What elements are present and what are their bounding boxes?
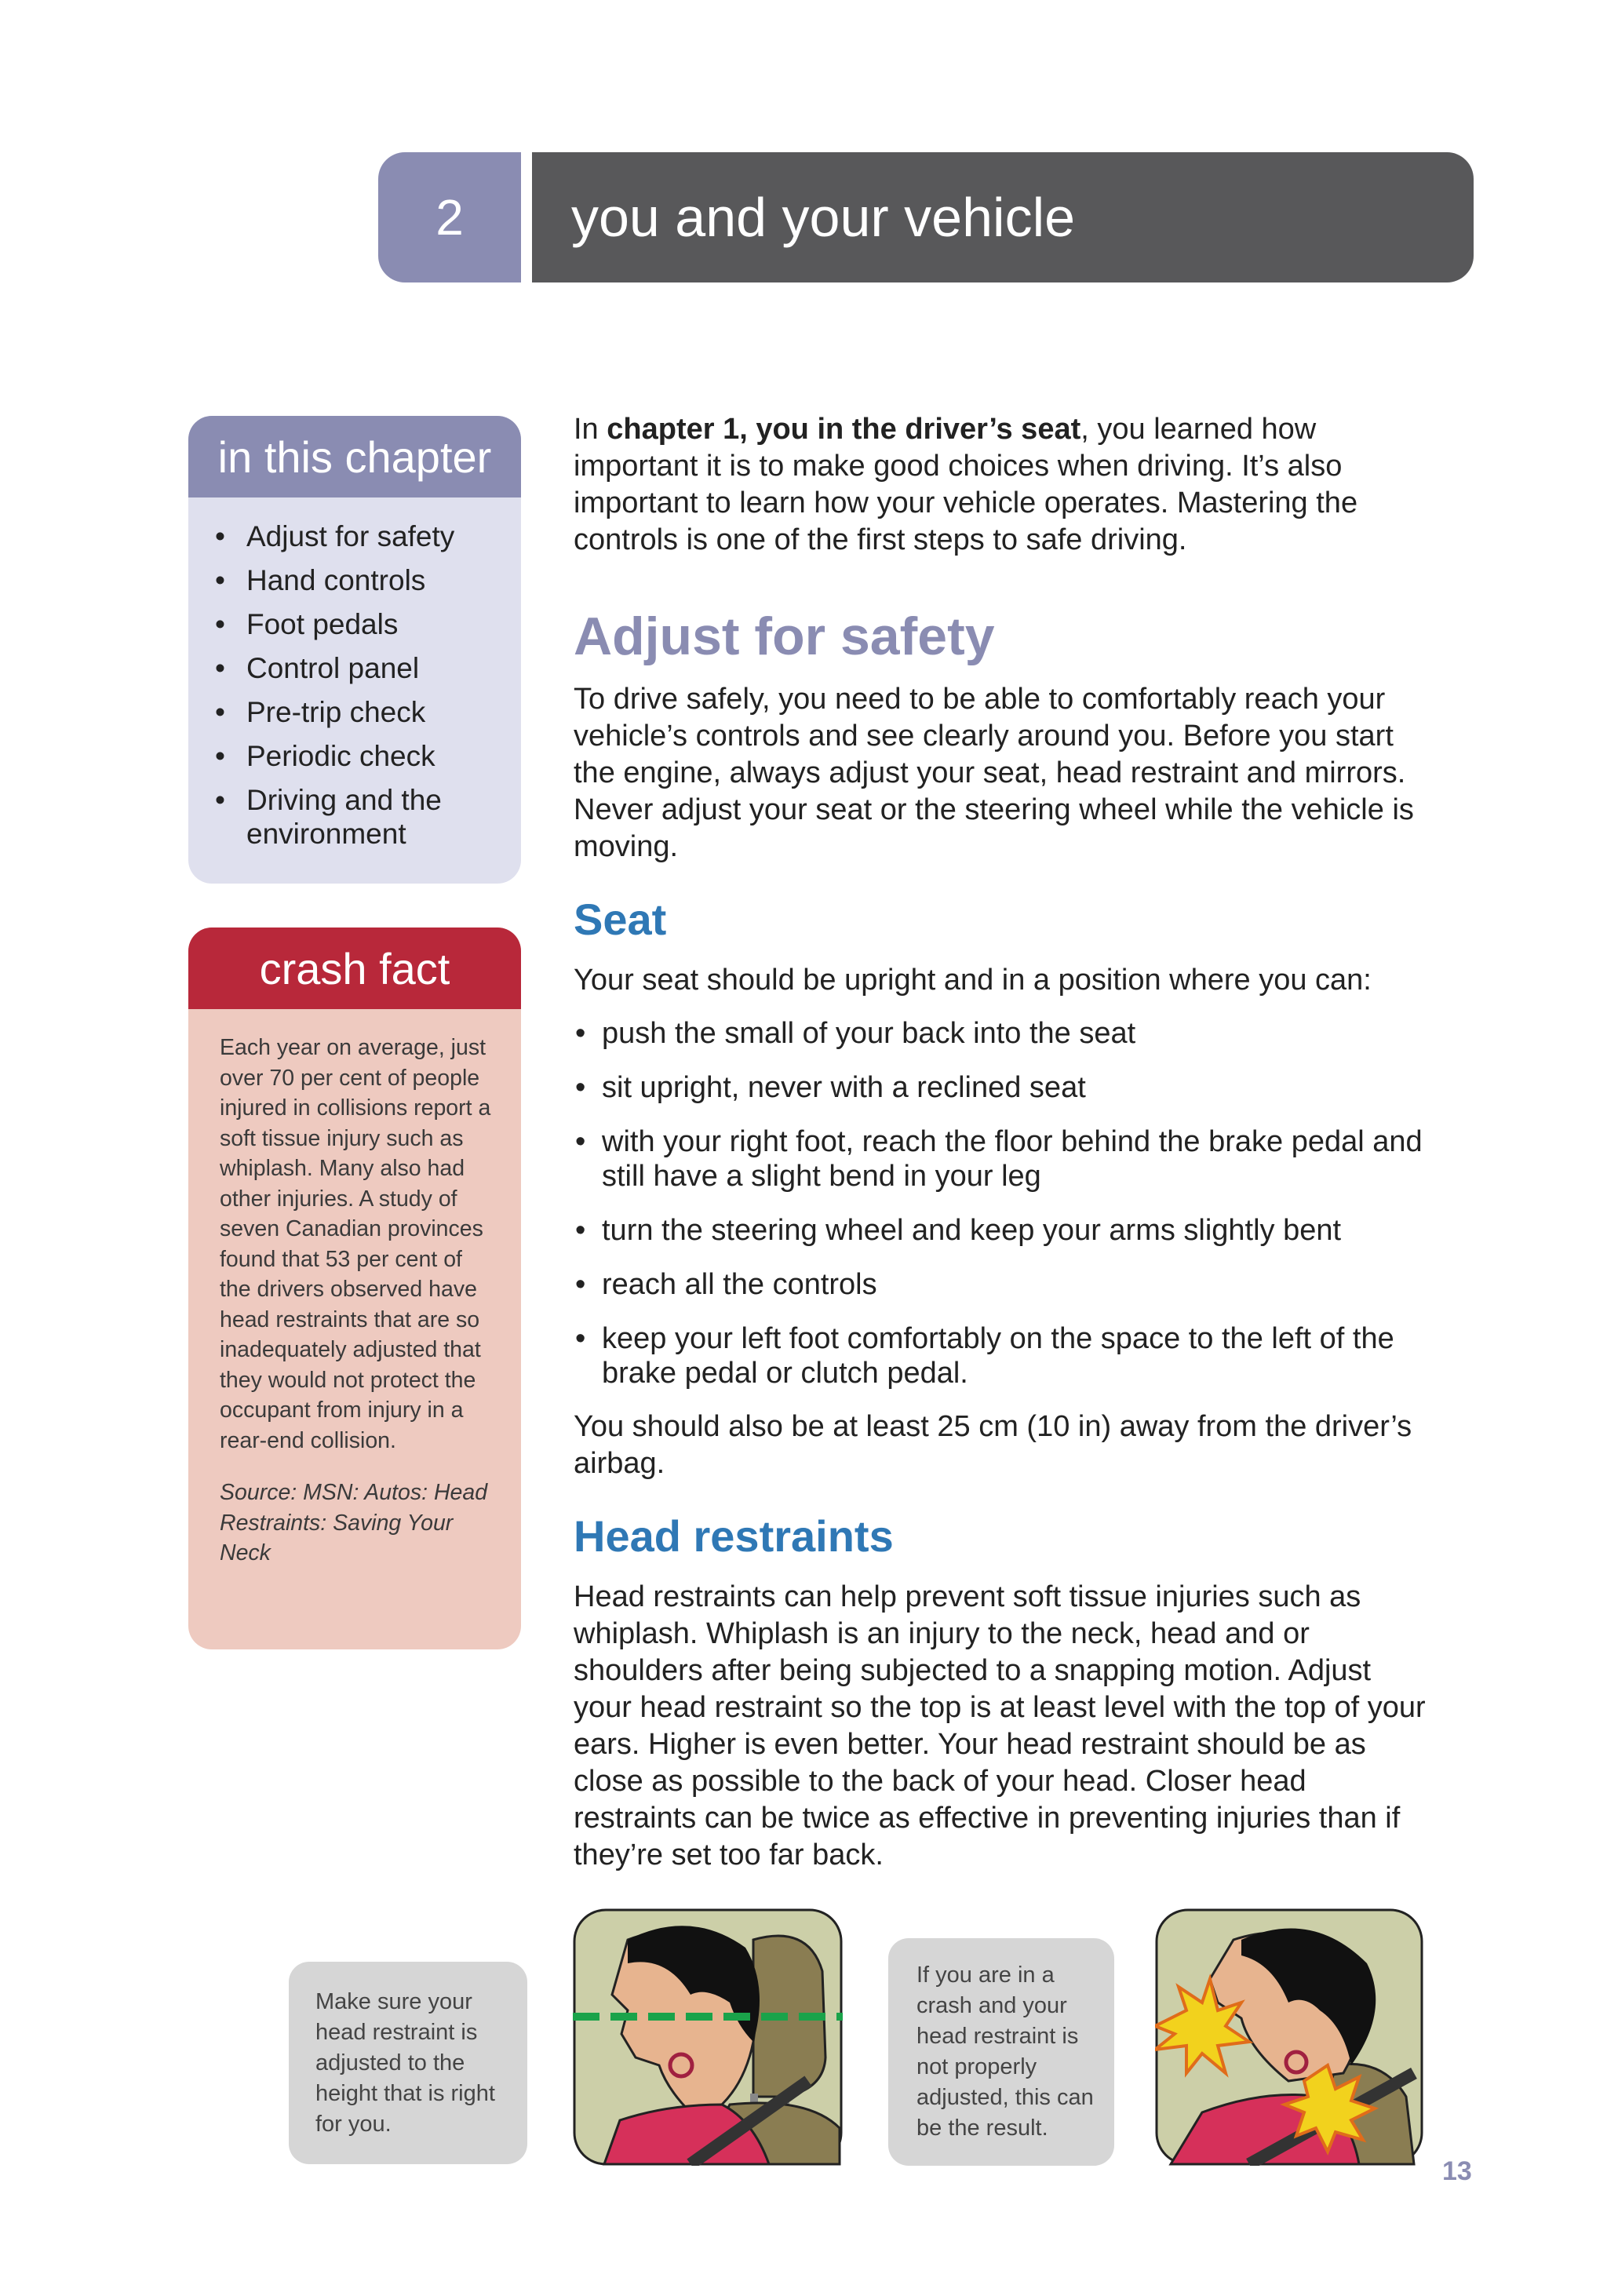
seat-heading: Seat <box>574 895 667 944</box>
head-restraints-paragraph: Head restraints can help prevent soft tissue injuries such as whiplash. Whiplash is an injury to the neck, head and or shoulders after being subjected to a snapping motion. Adjust your head restraint so the top is at least level with the top of your ears. Higher is even better. Your head restraint should be as close as possible to the back of your head. Closer head restraints can be twice as effective in preventing injuries than if they’re set too far back. <box>574 1580 1426 1871</box>
page-number: 13 <box>1442 2156 1472 2186</box>
seat-list <box>574 1016 1429 1390</box>
chapter-item: • Control panel <box>215 651 521 685</box>
chapter-title: you and your vehicle <box>532 152 1474 282</box>
chapter-item: • Adjust for safety <box>215 519 521 553</box>
chapter-item: • Driving and the environment <box>215 783 521 851</box>
seat-list-item: • turn the steering wheel and keep your arms slightly bent <box>574 1213 1429 1248</box>
chapter-item: • Periodic check <box>215 739 521 773</box>
seat-list-item: • reach all the controls <box>574 1267 1429 1302</box>
adjust-paragraph: To drive safely, you need to be able to comfortably reach your vehicle’s controls and see clearly around you. Before you start the engine, always adjust your seat, head restraint and mirrors. Never adjust your seat or the steering wheel while the vehicle is moving. <box>574 683 1414 863</box>
head-restraints-heading: Head restraints <box>574 1511 894 1561</box>
chapter-item: • Pre-trip check <box>215 695 521 729</box>
intro-paragraph: In chapter 1, you in the driver’s seat, you learned how important it is to make good choices when driving. It’s also important to learn how your vehicle operates. Mastering the controls is one of the first steps to safe driving. <box>574 413 1358 556</box>
seat-list-item: • keep your left foot comfortably on the space to the left of the brake pedal or clutch pedal. <box>574 1321 1429 1390</box>
crash-fact-title: crash fact <box>188 928 521 1009</box>
improper-head-restraint-illustration <box>1155 1908 1423 2166</box>
crash-fact-body: Each year on average, just over 70 per cent of people injured in collisions report a soft tissue injury such as whiplash. Many also had other injuries. A study of seven Canadian provinces found that 53 per cent of the drivers observed have head restraints that are so inadequately adjusted that they would not protect the occupant from injury in a rear-end collision. <box>220 1035 491 1453</box>
chapter-number: 2 <box>378 152 521 282</box>
seat-airbag: You should also be at least 25 cm (10 in) away from the driver’s airbag. <box>574 1410 1412 1480</box>
adjust-heading: Adjust for safety <box>574 607 995 666</box>
intro-bold: chapter 1, you in the driver’s seat <box>607 413 1081 446</box>
proper-head-restraint-illustration <box>573 1908 843 2166</box>
chapter-item: • Foot pedals <box>215 607 521 641</box>
in-this-chapter-box <box>188 416 521 884</box>
chapter-contents-list <box>188 497 521 851</box>
seat-list-item: • push the small of your back into the seat <box>574 1016 1429 1051</box>
seat-intro: Your seat should be upright and in a position where you can: <box>574 964 1372 997</box>
crash-fact-source: Source: MSN: Autos: Head Restraints: Saving Your Neck <box>220 1480 488 1565</box>
chapter-item: • Hand controls <box>215 563 521 597</box>
seat-list-item: • sit upright, never with a reclined seat <box>574 1070 1429 1105</box>
improper-adjustment-caption: If you are in a crash and your head restraint is not properly adjusted, this can be the result. <box>888 1938 1114 2166</box>
main-content <box>574 411 1429 1874</box>
seat-list-item: • with your right foot, reach the floor behind the brake pedal and still have a slight bend in your leg <box>574 1124 1429 1194</box>
crash-fact-box <box>188 928 521 1649</box>
in-this-chapter-title: in this chapter <box>188 416 521 497</box>
proper-adjustment-caption: Make sure your head restraint is adjusted to the height that is right for you. <box>289 1962 527 2164</box>
